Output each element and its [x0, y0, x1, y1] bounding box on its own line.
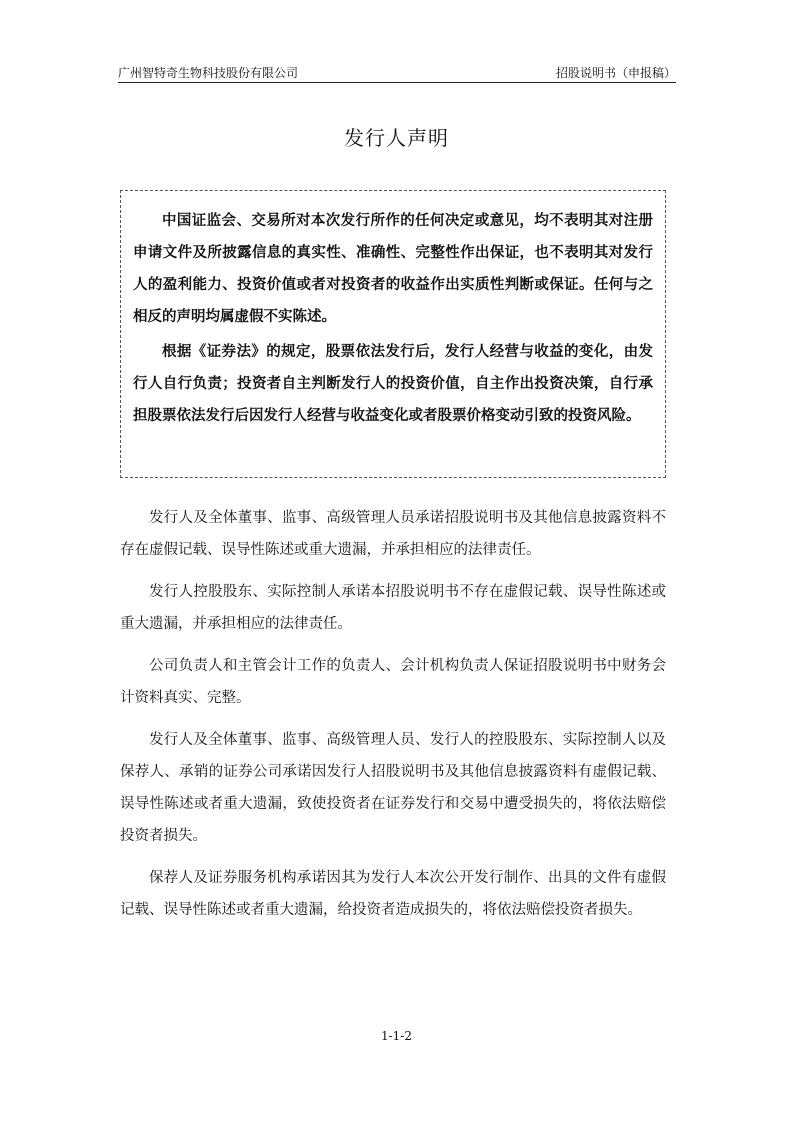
- declaration-paragraph: 发行人及全体董事、监事、高级管理人员、发行人的控股股东、实际控制人以及保荐人、承销的证券公司承诺因发行人招股说明书及其他信息披露资料有虚假记载、误导性陈述或者重大遗漏，致使投资者在证券发行和交易中遭受损失的，将依法赔偿投资者损失。: [120, 732, 666, 844]
- header-document-type: 招股说明书（申报稿）: [555, 66, 676, 80]
- page-title: 发行人声明: [344, 126, 449, 150]
- notice-paragraph: 中国证监会、交易所对本次发行所作的任何决定或意见，均不表明其对注册申请文件及所披露信息的真实性、准确性、完整性作出保证，也不表明其对发行人的盈利能力、投资价值或者对投资者的收益作出实质性判断或保证。任何与之相反的声明均属虚假不实陈述。: [133, 213, 653, 325]
- page-number: 1-1-2: [380, 1029, 412, 1043]
- page-header: [118, 64, 676, 83]
- declaration-paragraph: 发行人及全体董事、监事、高级管理人员承诺招股说明书及其他信息披露资料不存在虚假记载、误导性陈述或重大遗漏，并承担相应的法律责任。: [120, 510, 666, 558]
- declaration-paragraph: 保荐人及证券服务机构承诺因其为发行人本次公开发行制作、出具的文件有虚假记载、误导性陈述或者重大遗漏，给投资者造成损失的，将依法赔偿投资者损失。: [120, 870, 666, 918]
- header-company-name: 广州智特奇生物科技股份有限公司: [118, 66, 299, 80]
- declaration-paragraph: 公司负责人和主管会计工作的负责人、会计机构负责人保证招股说明书中财务会计资料真实、完整。: [120, 658, 666, 706]
- notice-box: [120, 190, 666, 478]
- notice-paragraph: 根据《证券法》的规定，股票依法发行后，发行人经营与收益的变化，由发行人自行负责；投资者自主判断发行人的投资价值，自主作出投资决策，自行承担股票依法发行后因发行人经营与收益变化或者股票价格变动引致的投资风险。: [133, 344, 653, 424]
- declaration-body: [120, 502, 666, 936]
- declaration-paragraph: 发行人控股股东、实际控制人承诺本招股说明书不存在虚假记载、误导性陈述或重大遗漏，并承担相应的法律责任。: [120, 584, 666, 632]
